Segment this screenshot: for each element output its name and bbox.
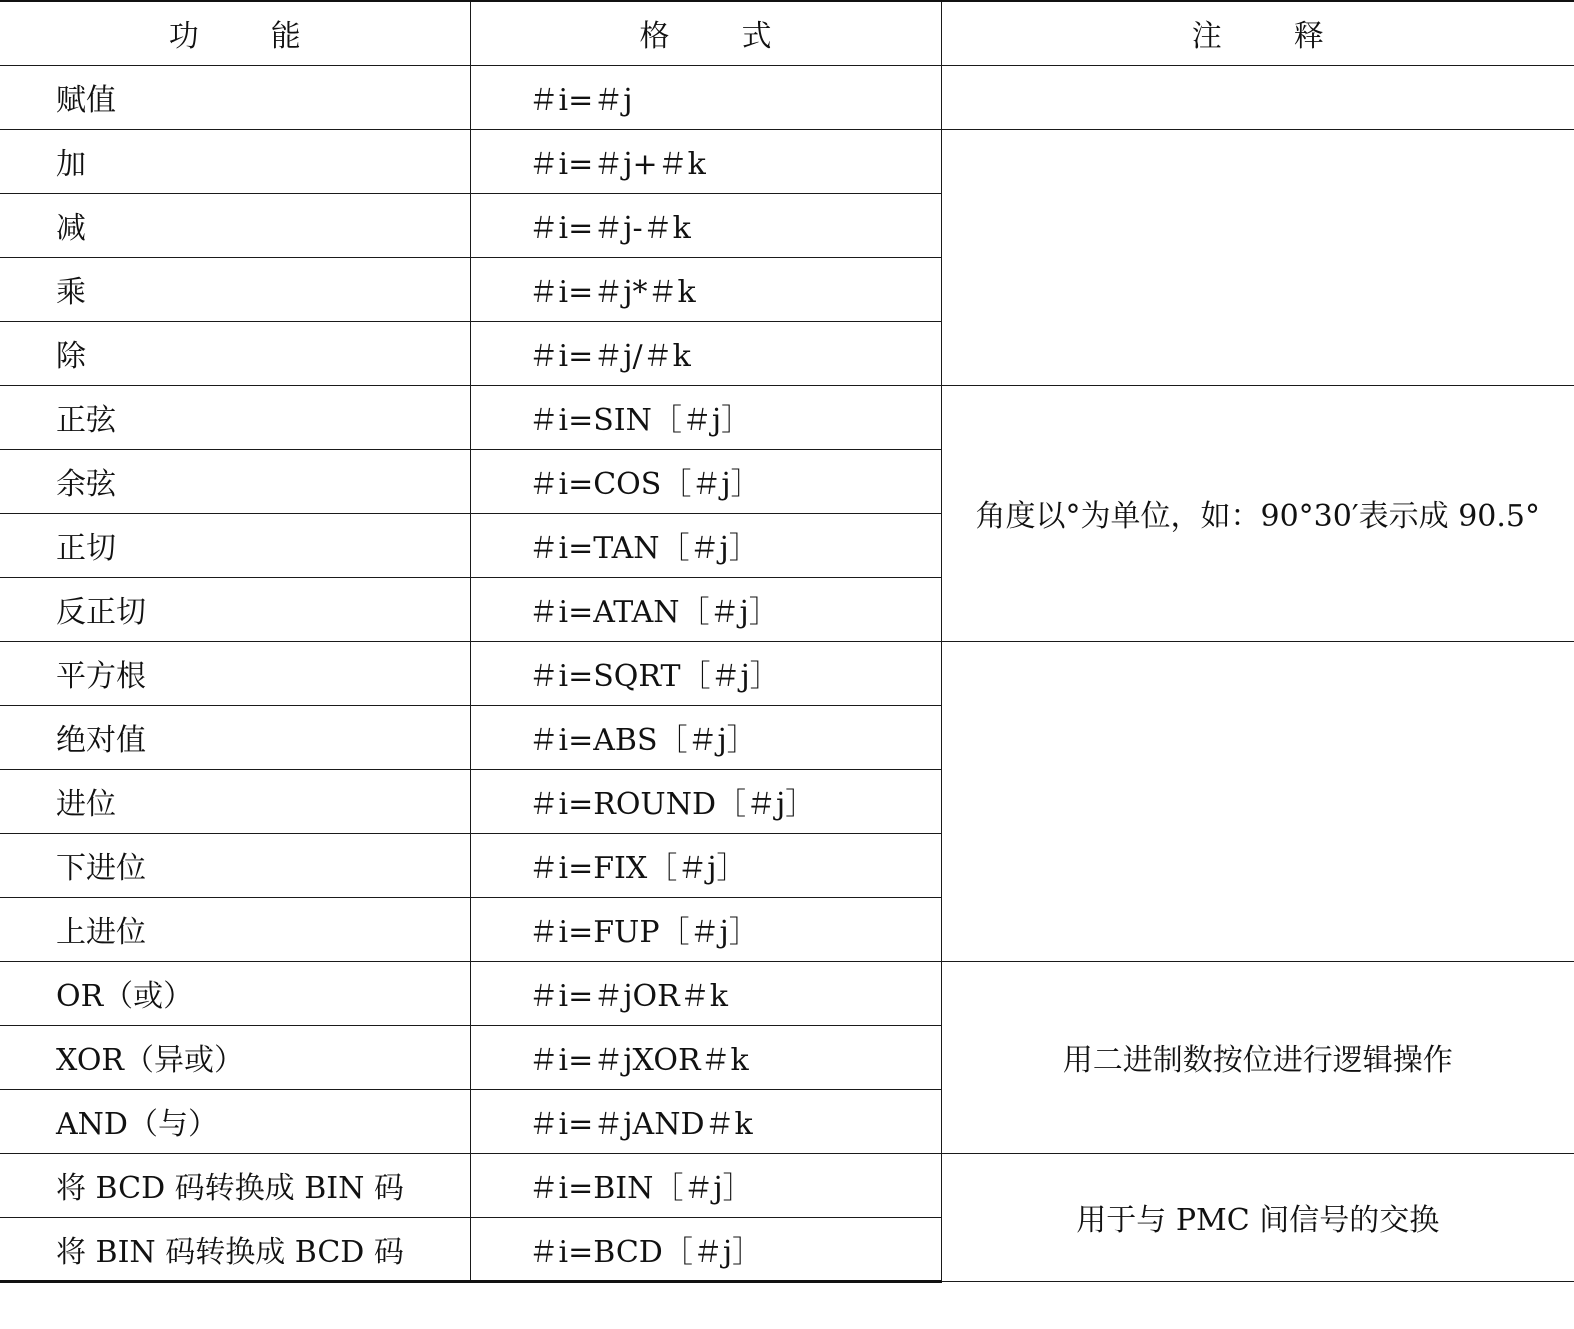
format-cell: ＃i=＃j/＃k (470, 321, 941, 385)
function-cell: 上进位 (0, 897, 470, 961)
format-cell: ＃i=BCD［＃j］ (470, 1217, 941, 1281)
function-cell: 进位 (0, 769, 470, 833)
note-cell-empty (941, 641, 1574, 961)
note-cell-empty (941, 65, 1574, 129)
format-cell: ＃i=＃jOR＃k (470, 961, 941, 1025)
function-cell: 平方根 (0, 641, 470, 705)
format-cell: ＃i=FUP［＃j］ (470, 897, 941, 961)
header-format: 格式 (470, 1, 941, 65)
header-row (0, 1, 1574, 65)
format-cell: ＃i=ATAN［＃j］ (470, 577, 941, 641)
function-cell: 绝对值 (0, 705, 470, 769)
note-cell-trig: 角度以°为单位，如：90°30′表示成 90.5° (941, 385, 1574, 641)
note-cell-logic: 用二进制数按位进行逻辑操作 (941, 961, 1574, 1153)
format-cell: ＃i=SIN［＃j］ (470, 385, 941, 449)
function-cell: 乘 (0, 257, 470, 321)
format-cell: ＃i=BIN［＃j］ (470, 1153, 941, 1217)
function-cell: 正弦 (0, 385, 470, 449)
table-row (0, 385, 1574, 449)
function-cell: 反正切 (0, 577, 470, 641)
format-cell: ＃i=FIX［＃j］ (470, 833, 941, 897)
format-cell: ＃i=SQRT［＃j］ (470, 641, 941, 705)
table-row (0, 641, 1574, 705)
note-cell-pmc: 用于与 PMC 间信号的交换 (941, 1153, 1574, 1281)
table-row (0, 65, 1574, 129)
function-cell: 除 (0, 321, 470, 385)
function-cell: 余弦 (0, 449, 470, 513)
function-cell: AND（与） (0, 1089, 470, 1153)
table-row (0, 961, 1574, 1025)
table-row (0, 1153, 1574, 1217)
function-cell: 赋值 (0, 65, 470, 129)
format-cell: ＃i=＃j*＃k (470, 257, 941, 321)
function-cell: 加 (0, 129, 470, 193)
function-cell: 减 (0, 193, 470, 257)
format-cell: ＃i=＃j+＃k (470, 129, 941, 193)
function-cell: 下进位 (0, 833, 470, 897)
format-cell: ＃i=＃j (470, 65, 941, 129)
table-row (0, 129, 1574, 193)
format-cell: ＃i=TAN［＃j］ (470, 513, 941, 577)
function-cell: 将 BCD 码转换成 BIN 码 (0, 1153, 470, 1217)
header-function: 功能 (0, 1, 470, 65)
format-cell: ＃i=＃j-＃k (470, 193, 941, 257)
note-cell-empty (941, 129, 1574, 385)
format-cell: ＃i=＃jXOR＃k (470, 1025, 941, 1089)
header-note: 注释 (941, 1, 1574, 65)
function-cell: 正切 (0, 513, 470, 577)
format-cell: ＃i=ROUND［＃j］ (470, 769, 941, 833)
function-cell: 将 BIN 码转换成 BCD 码 (0, 1217, 470, 1281)
format-cell: ＃i=COS［＃j］ (470, 449, 941, 513)
format-cell: ＃i=＃jAND＃k (470, 1089, 941, 1153)
function-cell: XOR（异或） (0, 1025, 470, 1089)
format-cell: ＃i=ABS［＃j］ (470, 705, 941, 769)
function-cell: OR（或） (0, 961, 470, 1025)
